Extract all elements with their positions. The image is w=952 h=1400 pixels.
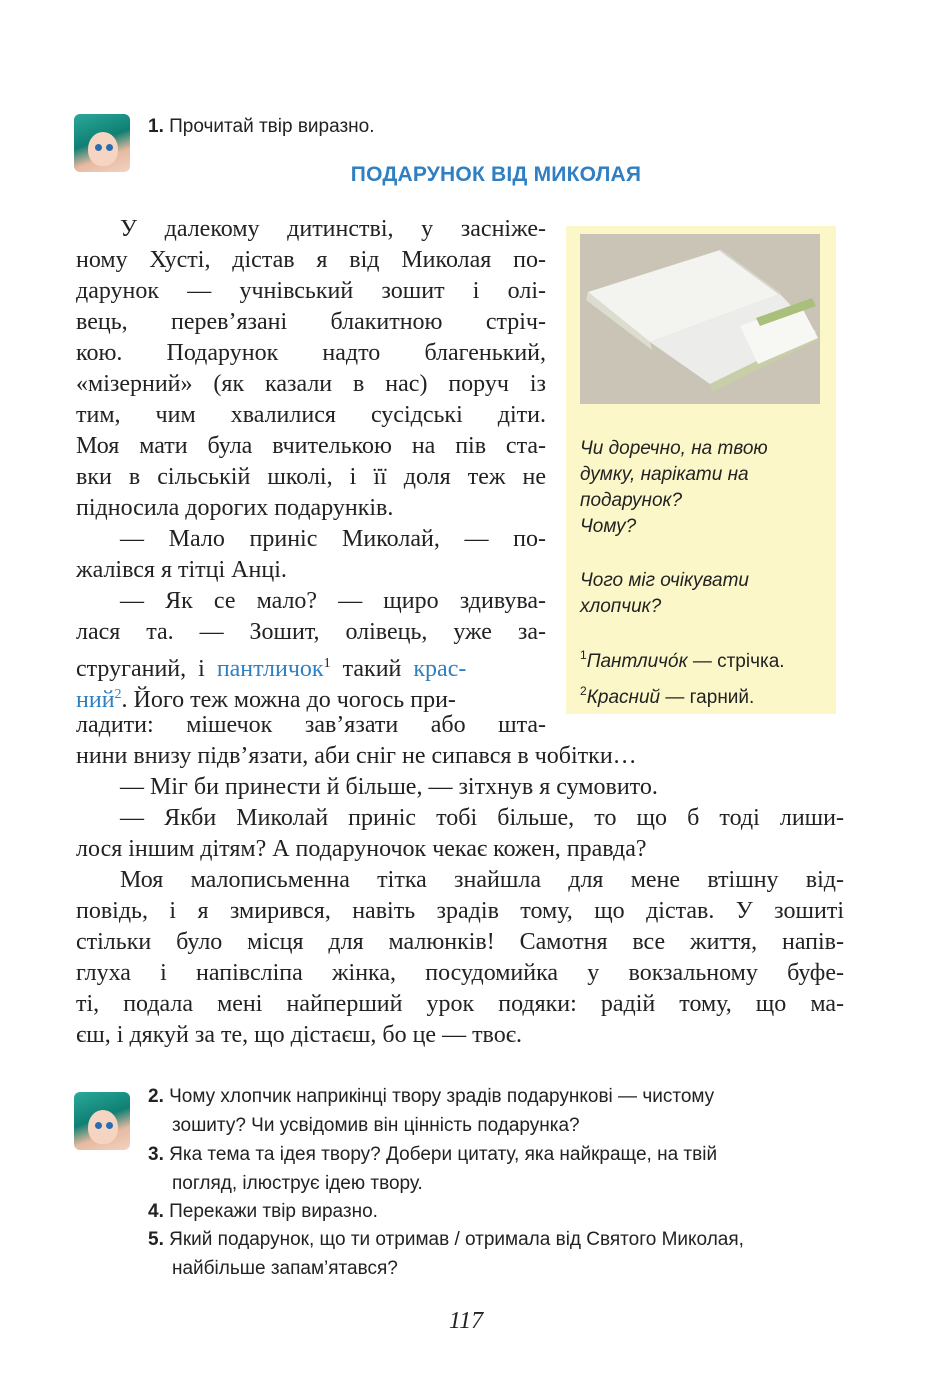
text-line: лося іншим дітям? А подаруночок чекає кожен, правда? — [76, 836, 647, 862]
story-title: ПОДАРУНОК ВІД МИКОЛАЯ — [350, 163, 642, 186]
text-line: глуха і напівсліпа жінка, посудомийка у вокзальному буфе- — [76, 960, 844, 986]
footnote-1 — [580, 642, 830, 675]
text-line: ті, подала мені найперший урок подяки: радій тому, що ма- — [76, 991, 844, 1017]
question-2 — [148, 1082, 848, 1140]
text-line: Моя мати була вчителькою на пів ста- — [76, 433, 546, 459]
text-line: тим, чим хвалилися сусідські діти. — [76, 402, 546, 428]
notebook-photo — [580, 234, 820, 404]
text-line — [76, 648, 546, 682]
text-line: підносила дорогих подарунків. — [76, 495, 394, 521]
text-fragment: cтруганий, і — [76, 656, 217, 682]
sidebar-line: Чи доречно, на твою — [580, 438, 768, 459]
question-text: найбільше запам’ятався? — [172, 1258, 398, 1279]
text-line: «мізерний» (як казали в нас) поруч із — [76, 371, 546, 397]
text-line: — Мало приніс Миколай, — по- — [120, 526, 546, 552]
text-line: кою. Подарунок надто благенький, — [76, 340, 546, 366]
text-line: єш, і дякуй за те, що дістаєш, бо це — твоє. — [76, 1022, 523, 1048]
text-line: ному Хусті, дістав я від Миколая по- — [76, 247, 546, 273]
task-1 — [148, 112, 375, 141]
text-line: — Міг би принести й більше, — зітхнув я сумовито. — [120, 774, 658, 800]
footnote-ref-1: 1 — [323, 656, 331, 671]
sidebar-line: подарунок? — [580, 490, 683, 511]
footnote-term: Пантличо́к — [586, 651, 688, 672]
sidebar-box — [566, 226, 836, 714]
sidebar-line: Чому? — [580, 516, 637, 537]
text-line: стільки було місця для малюнків! Самотня все життя, напів- — [76, 929, 844, 955]
question-number: 4. — [148, 1201, 164, 1222]
footnote-term: Красний — [586, 687, 661, 708]
question-number: 2. — [148, 1086, 164, 1107]
question-text: Перекажи твір виразно. — [163, 1201, 378, 1222]
text-line: жалівся я тітці Анці. — [76, 557, 287, 583]
text-fragment: такий — [330, 656, 414, 682]
text-line: повідь, і я змирився, навіть зрадів тому, що дістав. У зошиті — [76, 898, 844, 924]
footnote-ref-2: 2 — [114, 687, 122, 702]
text-line: У далекому дитинстві, у засніже- — [120, 216, 546, 242]
task-text: Прочитай твір виразно. — [169, 116, 375, 137]
footnote-definition: — стрічка. — [687, 651, 785, 672]
text-line: ладити: мішечок зав’язати або шта- — [76, 712, 546, 738]
text-line: — Якби Миколай приніс тобі більше, то що б тоді лиши- — [120, 805, 844, 831]
text-line — [76, 679, 546, 713]
text-line: — Як се мало? — щиро здивува- — [120, 588, 546, 614]
question-text: Яка тема та ідея твору? Добери цитату, яка найкраще, на твій — [163, 1144, 718, 1165]
question-5 — [148, 1225, 848, 1283]
question-text: зошиту? Чи усвідомив він цінність подарунка? — [172, 1115, 580, 1136]
question-text: Чому хлопчик наприкінці твору зрадів подарункові — чистому — [163, 1086, 715, 1107]
text-line: нини внизу підв’язати, аби сніг не сипався в чобітки… — [76, 743, 637, 769]
question-3 — [148, 1140, 848, 1198]
question-number: 3. — [148, 1144, 164, 1165]
open-notebook-icon — [580, 234, 820, 404]
footnote-word-krasnyi: крас- — [413, 656, 467, 682]
text-line: Моя малописьменна тітка знайшла для мене втішну від- — [120, 867, 844, 893]
text-line: лася та. — Зошит, олівець, уже за- — [76, 619, 546, 645]
footnote-2 — [580, 678, 830, 711]
sidebar-question-1 — [580, 436, 830, 540]
footnote-word-pantlychok: пантличок — [216, 656, 324, 682]
question-text: погляд, ілюструє ідею твору. — [172, 1173, 423, 1194]
footnote-number: 2 — [580, 684, 587, 698]
sidebar-line: хлопчик? — [580, 596, 662, 617]
sidebar-line: думку, нарікати на — [580, 464, 749, 485]
text-line: вець, перев’язані блакитною стріч- — [76, 309, 546, 335]
footnote-number: 1 — [580, 648, 587, 662]
question-number: 5. — [148, 1229, 164, 1250]
sidebar-line: Чого міг очікувати — [580, 570, 749, 591]
task-number: 1. — [148, 116, 164, 137]
text-line: дарунок — учнівський зошит і олі- — [76, 278, 546, 304]
girl-avatar-icon — [74, 1092, 130, 1150]
footnote-definition: — гарний. — [660, 687, 755, 708]
footnote-word-krasnyi-end: ний — [76, 687, 115, 713]
sidebar-question-2 — [580, 568, 830, 620]
page-number: 117 — [448, 1308, 484, 1334]
text-fragment: . Його теж можна до чогось при- — [121, 687, 456, 713]
question-4 — [148, 1197, 848, 1226]
question-text: Який подарунок, що ти отримав / отримала від Святого Миколая, — [163, 1229, 744, 1250]
text-line: вки в сільській школі, і її доля теж не — [76, 464, 546, 490]
